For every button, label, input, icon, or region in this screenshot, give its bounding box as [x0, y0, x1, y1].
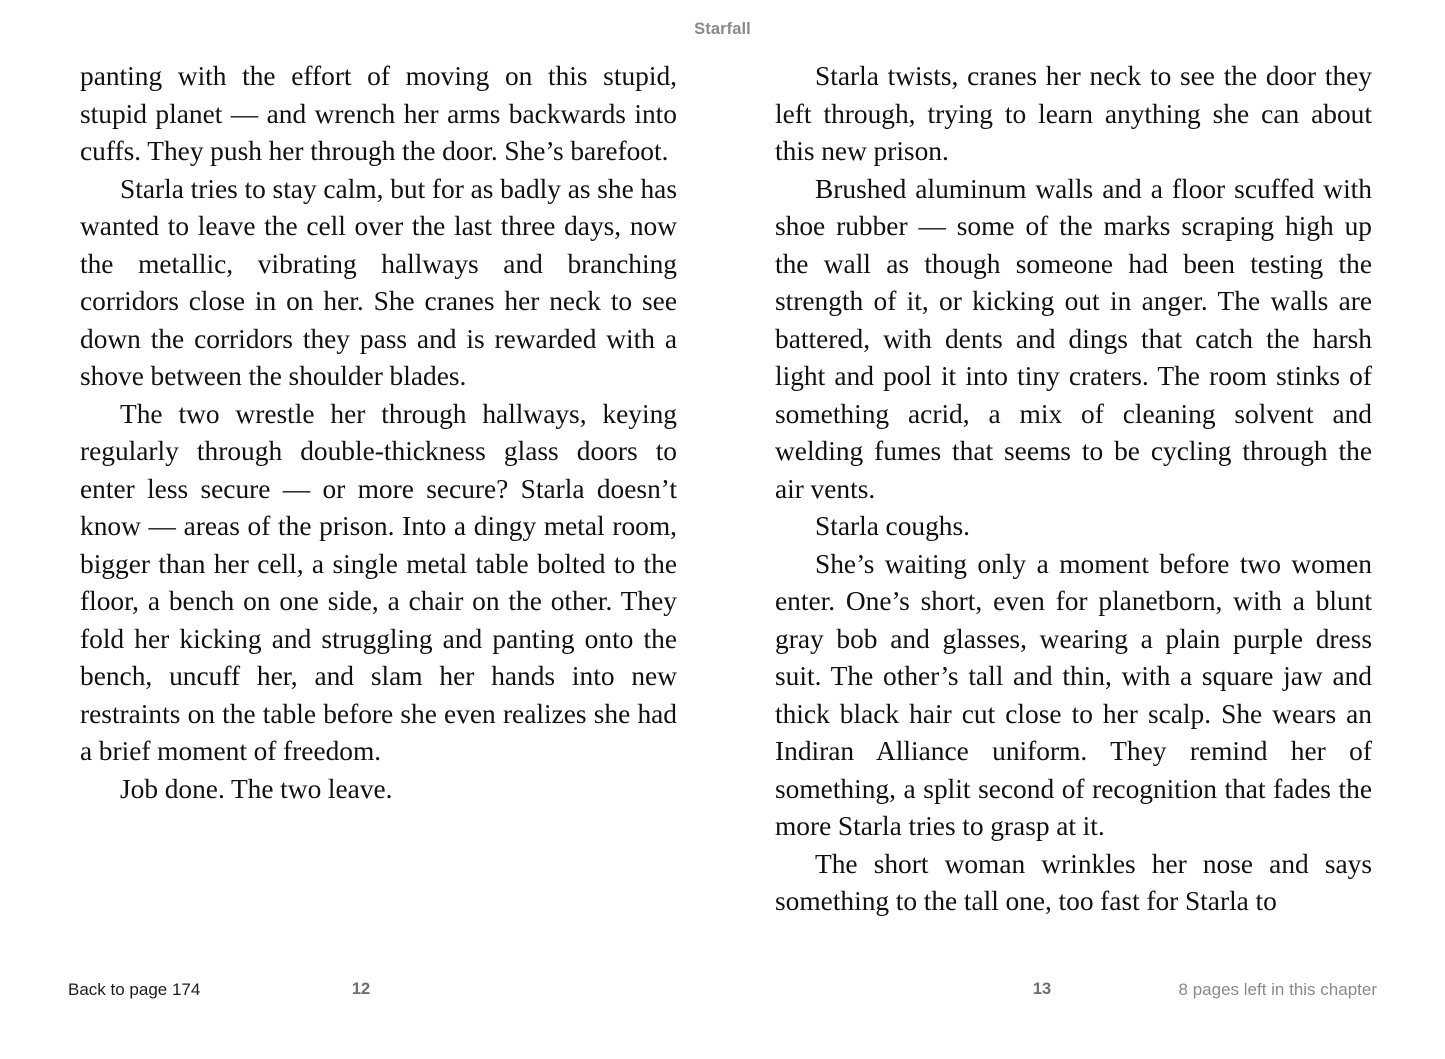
paragraph: Starla coughs. [815, 511, 970, 541]
book-header [0, 0, 1445, 58]
back-to-page-link[interactable]: Back to page 174 [68, 980, 201, 999]
paragraph: Starla tries to stay calm, but for as badly as she has wanted to leave the cell over the last three days, now the metallic, vibrating hallways and branching corridors close in on her. She cranes her neck to see down the corridors they pass and is rewarded with a shove between the shoulder blades. [80, 173, 677, 391]
paragraph: Brushed aluminum walls and a floor scuffed with shoe rubber — some of the marks scraping high up the wall as though someone had been testing the strength of it, or kicking out in anger. The walls are battered, with dents and dings that catch the harsh light and pool it into tiny craters. The room stinks of something acrid, a mix of cleaning solvent and welding fumes that seems to be cycling through the air vents. [775, 173, 1372, 504]
left-page-column [80, 58, 677, 968]
paragraph: panting with the effort of moving on this stupid, stupid planet — and wrench her arms backwards into cuffs. They push her through the door. She’s barefoot. [80, 61, 677, 166]
page-body [80, 58, 1372, 968]
right-page-column [775, 58, 1372, 968]
footer-left-zone [0, 968, 722, 1059]
paragraph: Starla twists, cranes her neck to see the door they left through, trying to learn anything she can about this new prison. [775, 61, 1372, 166]
paragraph: The two wrestle her through hallways, keying regularly through double-thickness glass doors to enter less secure — or more secure? Starla doesn’t know — areas of the prison. Into a dingy metal room, bigger than her cell, a single metal table bolted to the floor, a bench on one side, a chair on the other. They fold her kicking and struggling and panting onto the bench, uncuff her, and slam her hands into new restraints on the table before she even realizes she had a brief moment of freedom. [80, 398, 677, 766]
paragraph: She’s waiting only a moment before two women enter. One’s short, even for planetborn, with a blunt gray bob and glasses, wearing a plain purple dress suit. The other’s tall and thin, with a square jaw and thick black hair cut close to her scalp. She wears an Indiran Alliance uniform. They remind her of something, a split second of recognition that fades the more Starla tries to grasp at it. [775, 548, 1372, 841]
paragraph: The short woman wrinkles her nose and says something to the tall one, too fast for Starla to [775, 848, 1372, 916]
paragraph: Job done. The two leave. [120, 773, 393, 804]
pages-left-in-chapter: 8 pages left in this chapter [1178, 980, 1377, 999]
book-title: Starfall [694, 19, 751, 38]
footer-right-zone [722, 968, 1445, 1059]
right-page-number: 13 [1032, 980, 1052, 998]
left-page-number: 12 [351, 980, 371, 998]
page-footer [0, 968, 1445, 1059]
